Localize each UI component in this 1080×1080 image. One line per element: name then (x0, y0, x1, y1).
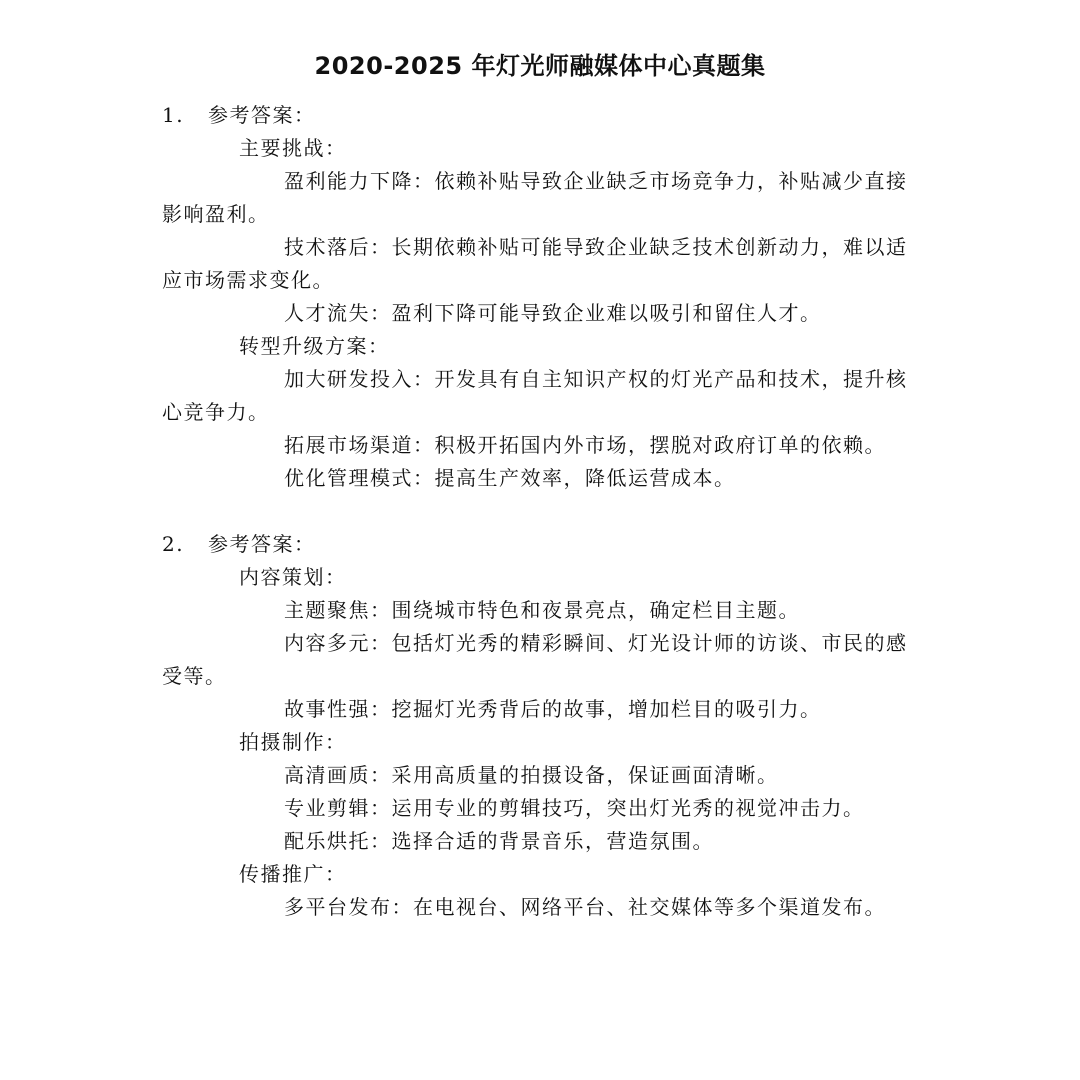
section-heading (162, 528, 922, 561)
list-item: 多平台发布：在电视台、网络平台、社交媒体等多个渠道发布。 (284, 895, 886, 919)
document-body (162, 99, 922, 924)
list-item: 拓展市场渠道：积极开拓国内外市场，摆脱对政府订单的依赖。 (284, 433, 886, 457)
group-title-promotion: 传播推广： (239, 862, 347, 886)
list-item: 高清画质：采用高质量的拍摄设备，保证画面清晰。 (284, 763, 779, 787)
list-item: 人才流失：盈利下降可能导致企业难以吸引和留住人才。 (284, 301, 822, 325)
answer-section-1 (162, 99, 922, 495)
list-item: 技术落后：长期依赖补贴可能导致企业缺乏技术创新动力，难以适应市场需求变化。 (162, 235, 908, 292)
list-item: 故事性强：挖掘灯光秀背后的故事，增加栏目的吸引力。 (284, 697, 822, 721)
section-number: 1. (162, 103, 185, 127)
group-title-content-planning: 内容策划： (239, 565, 347, 589)
list-item: 主题聚焦：围绕城市特色和夜景亮点，确定栏目主题。 (284, 598, 800, 622)
group-title-production: 拍摄制作： (239, 730, 347, 754)
section-heading-text: 参考答案： (208, 532, 316, 556)
list-item: 盈利能力下降：依赖补贴导致企业缺乏市场竞争力，补贴减少直接影响盈利。 (162, 169, 908, 226)
section-number: 2. (162, 532, 185, 556)
list-item: 加大研发投入：开发具有自主知识产权的灯光产品和技术，提升核心竞争力。 (162, 367, 908, 424)
list-item: 专业剪辑：运用专业的剪辑技巧，突出灯光秀的视觉冲击力。 (284, 796, 865, 820)
list-item: 配乐烘托：选择合适的背景音乐，营造氛围。 (284, 829, 714, 853)
answer-section-2 (162, 528, 922, 924)
group-title-main-challenges: 主要挑战： (239, 136, 347, 160)
section-heading (162, 99, 922, 132)
group-title-upgrade-plan: 转型升级方案： (239, 334, 390, 358)
page-title: 2020-2025 年灯光师融媒体中心真题集 (314, 52, 766, 80)
section-heading-text: 参考答案： (208, 103, 316, 127)
list-item: 内容多元：包括灯光秀的精彩瞬间、灯光设计师的访谈、市民的感受等。 (162, 631, 908, 688)
list-item: 优化管理模式：提高生产效率，降低运营成本。 (284, 466, 736, 490)
